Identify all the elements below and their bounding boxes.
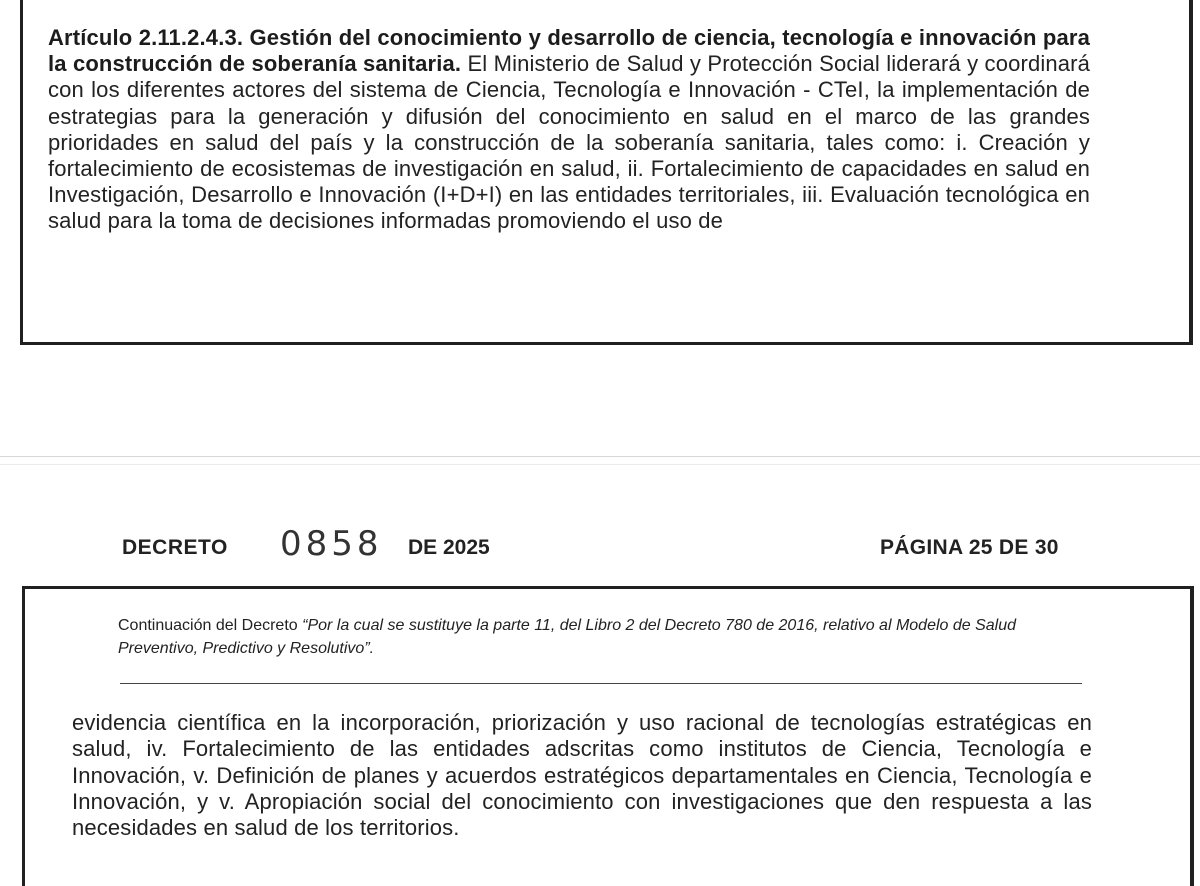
page-header bbox=[0, 520, 1200, 570]
decreto-year: DE 2025 bbox=[408, 536, 490, 559]
page-number-label: PÁGINA 25 DE 30 bbox=[880, 536, 1059, 559]
continuation-note bbox=[118, 614, 1088, 660]
decreto-label: DECRETO bbox=[122, 536, 228, 559]
article-paragraph-bottom: evidencia científica en la incorporación, priorización y uso racional de tecnologías estratégicas en salud, iv. Fortalecimiento de las entidades adscritas como institutos de Ciencia, Tecnología e Innovación, v. Definición de planes y acuerdos estratégicos departamentales en Ciencia, Tecnología e Innovación, y v. Apropiación social del conocimiento con investigaciones que den respuesta a las necesidades en salud de los territorios. bbox=[72, 710, 1092, 841]
article-body-top: El Ministerio de Salud y Protección Social liderará y coordinará con los diferentes actores del sistema de Ciencia, Tecnología e Innovación - CTeI, la implementación de estrategias para la generación y difusión del conocimiento en salud en el marco de las grandes prioridades en salud del país y la construcción de la soberanía sanitaria, tales como: i. Creación y fortalecimiento de ecosistemas de investigación en salud, ii. Fortalecimiento de capacidades en salud en Investigación, Desarrollo e Innovación (I+D+I) en las entidades territoriales, iii. Evaluación tecnológica en salud para la toma de decisiones informadas promoviendo el uso de bbox=[48, 51, 1091, 234]
continuation-prefix: Continuación del Decreto bbox=[118, 617, 303, 634]
decreto-number: 0858 bbox=[280, 524, 383, 564]
page-separator bbox=[0, 456, 1200, 457]
page-separator-shadow bbox=[0, 464, 1200, 465]
article-heading: Artículo 2.11.2.4.3. Gestión del conocimiento y desarrollo de ciencia, tecnología e innovación para la construcción de soberanía sanitaria. bbox=[48, 25, 1090, 77]
continuation-title: “Por la cual se sustituye la parte 11, del Libro 2 del Decreto 780 de 2016, relativo al Modelo de Salud Preventivo, Predictivo y Resolutivo”. bbox=[118, 617, 1017, 657]
continuation-rule bbox=[120, 683, 1082, 684]
article-paragraph-top bbox=[48, 25, 1090, 235]
